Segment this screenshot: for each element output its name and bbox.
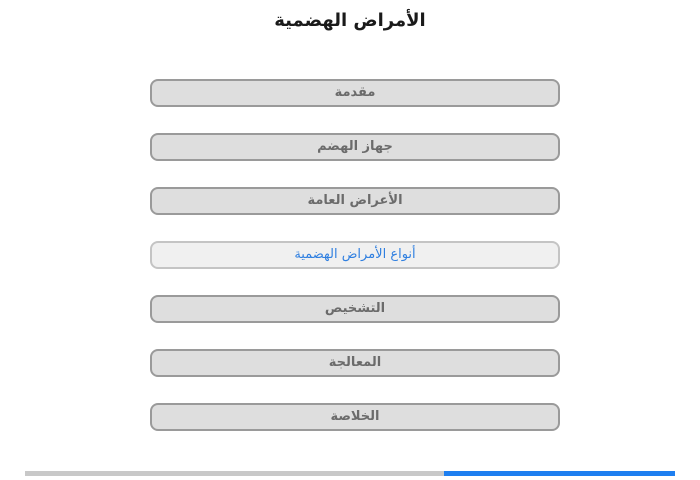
- progress-bar: [25, 471, 675, 476]
- menu-item-treatment[interactable]: المعالجة: [150, 349, 560, 377]
- page-title: الأمراض الهضمية: [274, 10, 426, 31]
- section-menu: [150, 79, 560, 457]
- progress-bar-fill: [444, 471, 675, 476]
- menu-item-diagnosis[interactable]: التشخيص: [150, 295, 560, 323]
- menu-item-digestive-system[interactable]: جهاز الهضم: [150, 133, 560, 161]
- menu-item-disease-types[interactable]: أنواع الأمراض الهضمية: [150, 241, 560, 269]
- menu-item-introduction[interactable]: مقدمة: [150, 79, 560, 107]
- menu-item-general-symptoms[interactable]: الأعراض العامة: [150, 187, 560, 215]
- menu-item-summary[interactable]: الخلاصة: [150, 403, 560, 431]
